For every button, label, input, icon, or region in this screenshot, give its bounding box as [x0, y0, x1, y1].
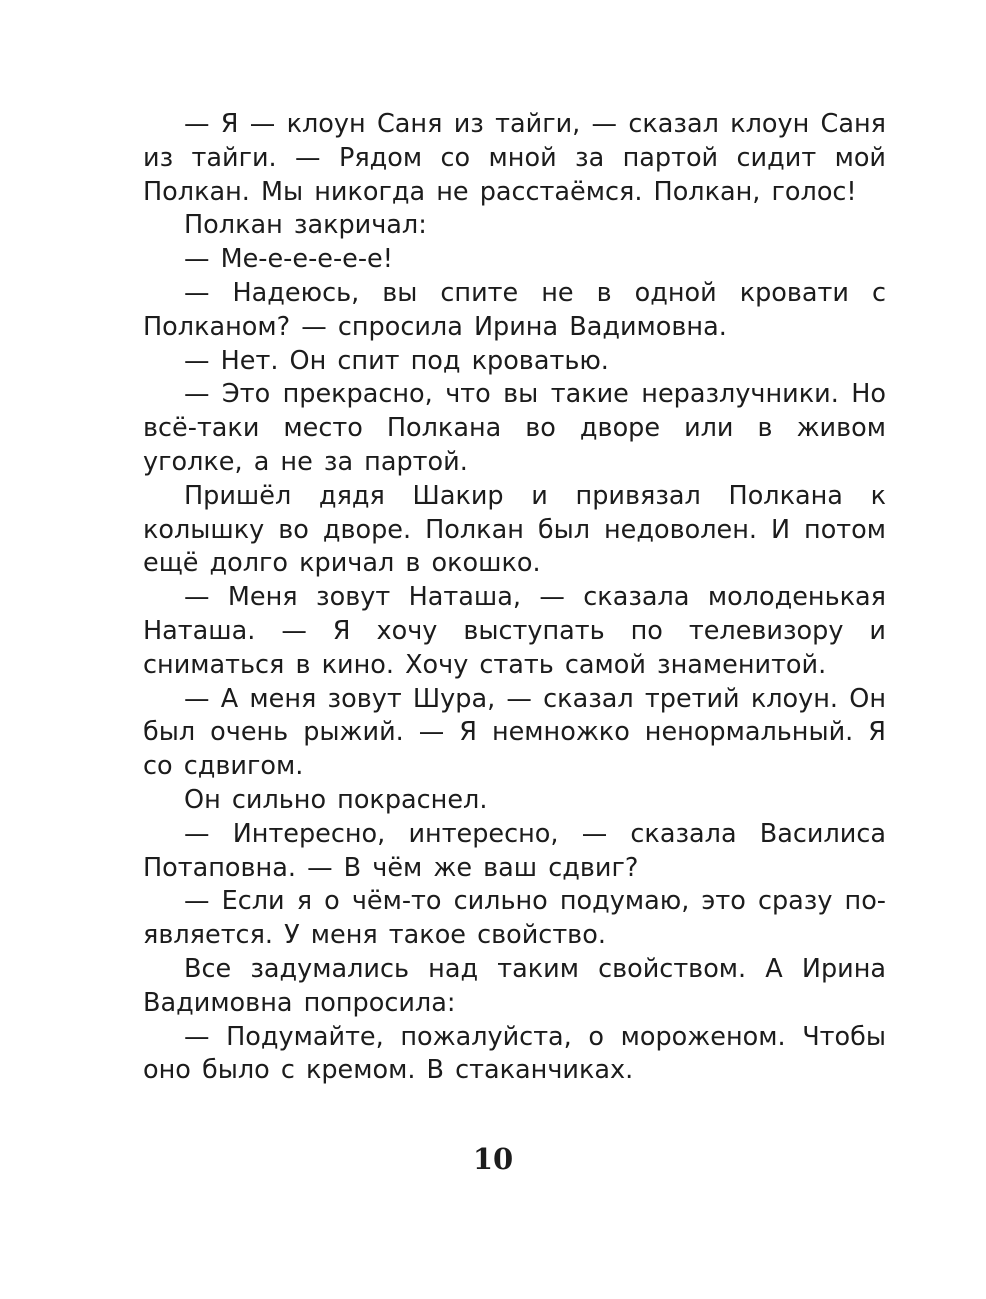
paragraph: — Ме-е-е-е-е-е! — [184, 244, 393, 275]
paragraph: — Это прекрасно, что вы такие неразлучники. Но всё-таки место Полкана во дворе или в живом уголке, а не за партой. — [143, 379, 886, 477]
body-text — [143, 108, 886, 1088]
paragraph: Он сильно покраснел. — [184, 784, 488, 815]
paragraph: — Интересно, интересно, — сказала Василиса Потаповна. — В чём же ваш сдвиг? — [143, 818, 886, 883]
paragraph: — А меня зовут Шура, — сказал третий клоун. Он был очень рыжий. — Я немножко ненормальный. Я со сдвигом. — [143, 683, 886, 782]
page-number: 10 — [472, 1142, 514, 1176]
paragraph: — Меня зовут Наташа, — сказала молоденькая Наташа. — Я хочу выступать по телевизору и сниматься в кино. Хочу стать самой знаменитой. — [143, 582, 886, 680]
paragraph: Пришёл дядя Шакир и привязал Полкана к колышку во дворе. Полкан был недоволен. И потом ещё долго кричал в окошко. — [143, 480, 886, 579]
paragraph: — Надеюсь, вы спите не в одной кровати с Полканом? — спросила Ирина Вадимовна. — [143, 277, 886, 342]
paragraph: — Если я о чём-то сильно подумаю, это сразу появляется. У меня такое свойство. — [143, 886, 886, 951]
paragraph: Полкан закричал: — [184, 210, 427, 241]
paragraph: — Подумайте, пожалуйста, о мороженом. Чтобы оно было с кремом. В стаканчиках. — [143, 1021, 886, 1086]
paragraph: — Нет. Он спит под кроватью. — [184, 345, 609, 376]
paragraph: Все задумались над таким свойством. А Ирина Вадимовна попросила: — [143, 953, 886, 1018]
paragraph: — Я — клоун Саня из тайги, — сказал клоун Саня из тайги. — Рядом со мной за партой сидит мой Полкан. Мы никогда не расстаёмся. Полкан, голос! — [143, 109, 886, 207]
